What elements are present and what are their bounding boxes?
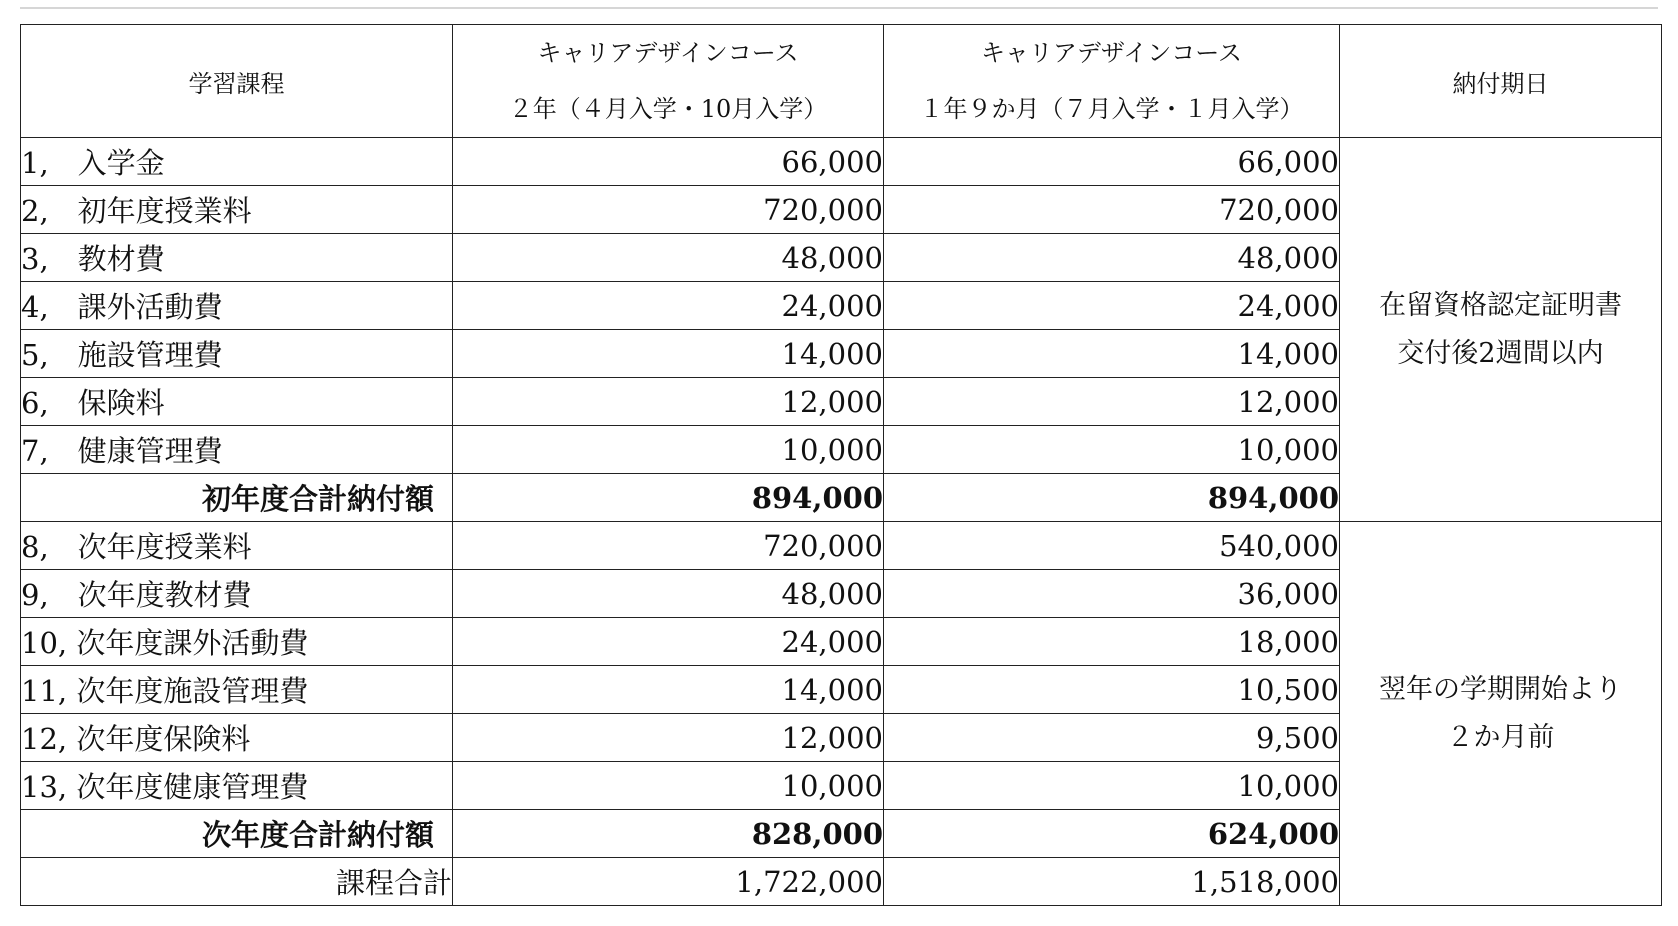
fee-label: 13, 次年度健康管理費 [21, 762, 453, 810]
fee-amount-2year: 66,000 [453, 138, 884, 186]
fee-amount-2year: 48,000 [453, 570, 884, 618]
fee-amount-1year9month: 36,000 [884, 570, 1340, 618]
first-year-total-1year9month: 894,000 [884, 474, 1340, 522]
first-year-total-label: 初年度合計納付額 [21, 474, 453, 522]
header-row [21, 25, 1662, 138]
header-course-1year9month-term: １年９か月（７月入学・１月入学） [919, 95, 1304, 123]
fee-amount-1year9month: 48,000 [884, 234, 1340, 282]
fee-amount-1year9month: 10,000 [884, 762, 1340, 810]
fee-amount-2year: 14,000 [453, 666, 884, 714]
fee-label: 5, 施設管理費 [21, 330, 453, 378]
header-course-2year-term: ２年（４月入学・10月入学） [508, 95, 828, 123]
next-year-total-1year9month: 624,000 [884, 810, 1340, 858]
fee-amount-1year9month: 18,000 [884, 618, 1340, 666]
fee-amount-2year: 24,000 [453, 618, 884, 666]
header-course-2year-name: キャリアデザインコース [537, 39, 799, 67]
fee-amount-2year: 12,000 [453, 378, 884, 426]
next-year-total-label: 次年度合計納付額 [21, 810, 453, 858]
fee-label: 12, 次年度保険料 [21, 714, 453, 762]
fee-amount-2year: 12,000 [453, 714, 884, 762]
fee-label: 7, 健康管理費 [21, 426, 453, 474]
first-year-due-date: 在留資格認定証明書 交付後2週間以内 [1340, 138, 1662, 522]
header-course: 学習課程 [21, 25, 453, 138]
fee-amount-1year9month: 10,500 [884, 666, 1340, 714]
first-year-total-2year: 894,000 [453, 474, 884, 522]
fee-label: 11, 次年度施設管理費 [21, 666, 453, 714]
fee-amount-1year9month: 14,000 [884, 330, 1340, 378]
fee-amount-2year: 24,000 [453, 282, 884, 330]
header-course-2year [453, 25, 884, 138]
top-divider [20, 7, 1658, 9]
grand-total-1year9month: 1,518,000 [884, 858, 1340, 906]
fee-label: 9, 次年度教材費 [21, 570, 453, 618]
fee-label: 8, 次年度授業料 [21, 522, 453, 570]
fee-amount-2year: 720,000 [453, 186, 884, 234]
fee-label: 2, 初年度授業料 [21, 186, 453, 234]
header-course-1year9month-name: キャリアデザインコース [980, 39, 1243, 67]
fee-label: 4, 課外活動費 [21, 282, 453, 330]
grand-total-2year: 1,722,000 [453, 858, 884, 906]
fee-label: 6, 保険料 [21, 378, 453, 426]
fee-label: 1, 入学金 [21, 138, 453, 186]
fee-label: 10, 次年度課外活動費 [21, 618, 453, 666]
header-course-1year9month [884, 25, 1340, 138]
fee-amount-1year9month: 720,000 [884, 186, 1340, 234]
fee-amount-2year: 720,000 [453, 522, 884, 570]
fee-amount-1year9month: 10,000 [884, 426, 1340, 474]
next-year-due-date: 翌年の学期開始より ２か月前 [1340, 522, 1662, 906]
fee-amount-1year9month: 24,000 [884, 282, 1340, 330]
fee-amount-1year9month: 12,000 [884, 378, 1340, 426]
fee-amount-2year: 14,000 [453, 330, 884, 378]
fee-amount-1year9month: 66,000 [884, 138, 1340, 186]
table-row [21, 138, 1662, 186]
fee-amount-1year9month: 540,000 [884, 522, 1340, 570]
fee-amount-1year9month: 9,500 [884, 714, 1340, 762]
fee-amount-2year: 10,000 [453, 426, 884, 474]
table-row [21, 522, 1662, 570]
grand-total-label: 課程合計 [21, 858, 453, 906]
fee-label: 3, 教材費 [21, 234, 453, 282]
fee-amount-2year: 10,000 [453, 762, 884, 810]
tuition-fee-table [20, 24, 1662, 906]
header-due-date: 納付期日 [1340, 25, 1662, 138]
next-year-total-2year: 828,000 [453, 810, 884, 858]
fee-amount-2year: 48,000 [453, 234, 884, 282]
